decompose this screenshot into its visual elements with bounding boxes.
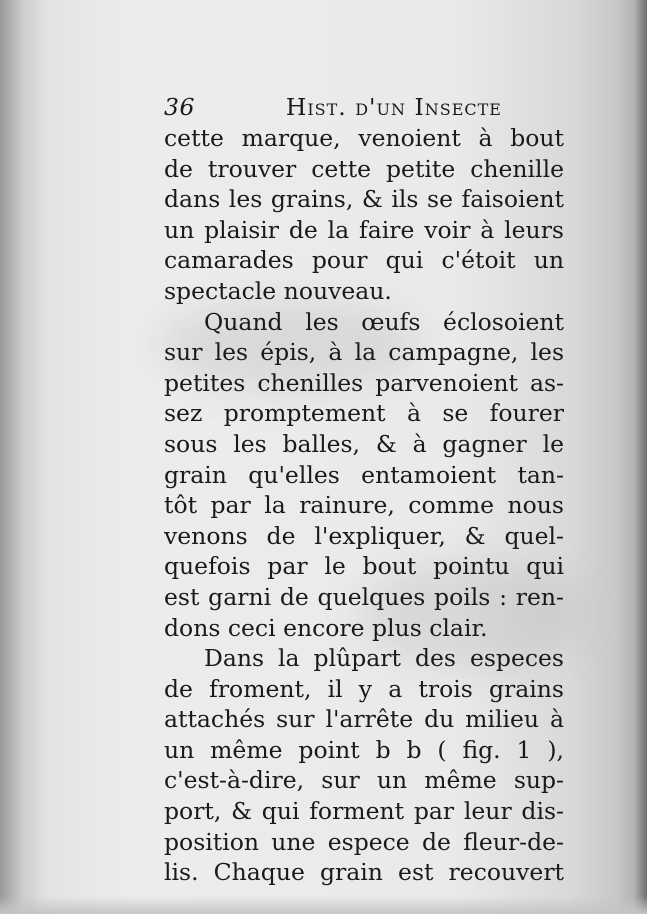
text-line: port, & qui forment par leur dis- [164, 797, 564, 826]
running-title: Hist. d'un Insecte [285, 93, 502, 121]
text-line: petites chenilles parvenoient as- [164, 368, 564, 397]
text-line: lis. Chaque grain est recouvert [164, 858, 564, 887]
text-line: sez promptement à se fourer [164, 399, 564, 428]
text-block [164, 92, 564, 888]
text-line: venons de l'expliquer, & quel- [164, 521, 564, 550]
text-line: position une espece de fleur-de- [164, 827, 564, 856]
running-head [164, 92, 564, 123]
text-line: de froment, il y a trois grains [164, 674, 564, 703]
text-line: dans les grains, & ils se faisoient [164, 185, 564, 214]
text-line: dons ceci encore plus clair. [164, 613, 488, 642]
text-line: attachés sur l'arrête du milieu à [164, 705, 564, 734]
text-line: sous les balles, & à gagner le [164, 429, 564, 458]
page-number: 36 [164, 93, 195, 121]
page-bottom-shadow [0, 896, 647, 914]
text-line: un même point b b ( fig. 1 ), [164, 735, 564, 764]
text-line: quefois par le bout pointu qui [164, 552, 564, 581]
text-line: de trouver cette petite chenille [164, 154, 564, 183]
text-line: sur les épis, à la campagne, les [164, 338, 564, 367]
text-line: tôt par la rainure, comme nous [164, 491, 564, 520]
text-line: un plaisir de la faire voir à leurs [164, 215, 564, 244]
page-edge-shadow [617, 0, 647, 914]
paragraph-start-line: Quand les œufs éclosoient [204, 307, 564, 336]
text-line: c'est-à-dire, sur un même sup- [164, 766, 564, 795]
paragraph-start-line: Dans la plûpart des especes [204, 644, 564, 673]
text-line: grain qu'elles entamoient tan- [164, 460, 564, 489]
text-line: est garni de quelques poils : ren- [164, 582, 564, 611]
text-line: cette marque, venoient à bout [164, 124, 564, 152]
page-gutter-shadow [0, 0, 40, 914]
text-line: camarades pour qui c'étoit un [164, 246, 564, 275]
text-line: spectacle nouveau. [164, 276, 392, 305]
